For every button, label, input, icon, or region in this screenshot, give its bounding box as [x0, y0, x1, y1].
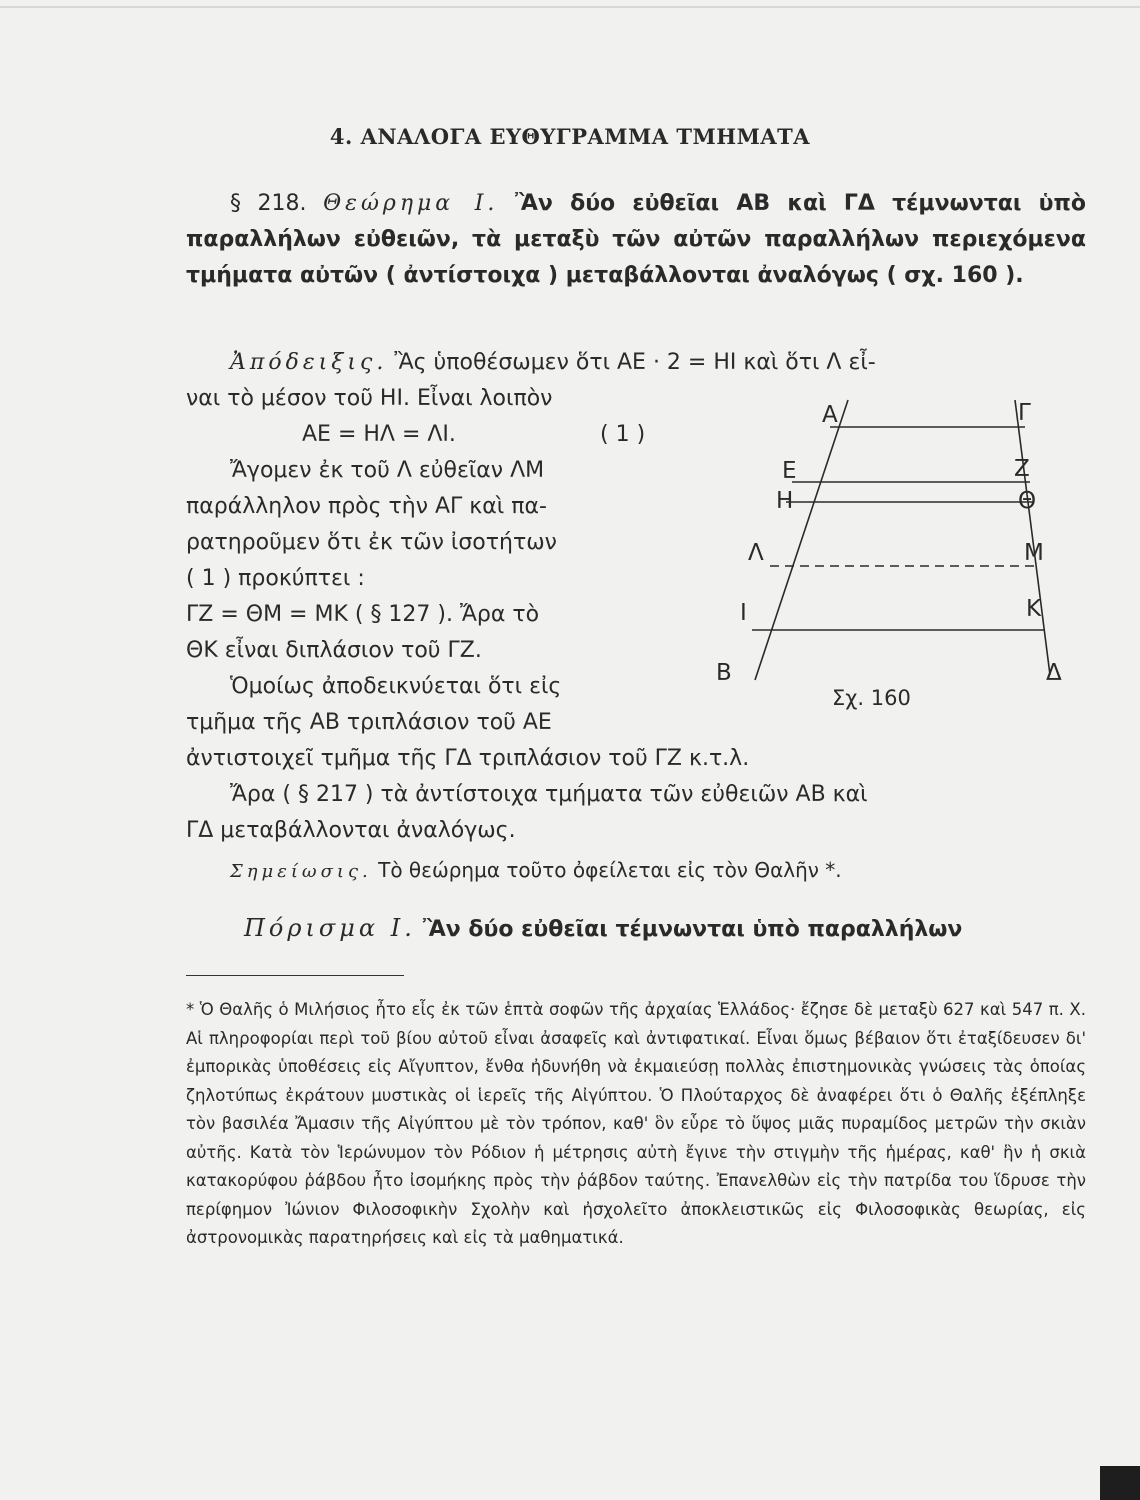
corollary-label: Πόρισμα I.	[244, 914, 416, 942]
proof-equation: ΑΕ = ΗΛ = ΛΙ.	[302, 422, 456, 447]
footnote-rule	[186, 975, 404, 976]
label-z: Ζ	[1014, 456, 1030, 482]
label-e: Ε	[782, 458, 797, 484]
label-h: Η	[776, 488, 794, 514]
proof-line-4: Ἄγομεν ἐκ τοῦ Λ εὐθεῖαν ΛΜ	[230, 458, 545, 483]
figure-160	[700, 390, 1090, 710]
label-l: Λ	[748, 540, 764, 566]
proof-line-2: ναι τὸ μέσον τοῦ ΗΙ. Εἶναι λοιπὸν	[186, 386, 553, 411]
label-a: Α	[822, 402, 838, 428]
proof-line-10: Ὁμοίως ἀποδεικνύεται ὅτι εἰς	[230, 674, 562, 699]
corollary-text: Ἂν δύο εὐθεῖαι τέμνωνται ὑπὸ παραλλήλων	[422, 917, 963, 942]
theorem-label: Θεώρημα I.	[323, 191, 499, 216]
line-gd	[1015, 400, 1050, 675]
note-label: Σημείωσις.	[230, 861, 372, 882]
section-heading: 4. ΑΝΑΛΟΓΑ ΕΥΘΥΓΡΑΜΜΑ ΤΜΗΜΑΤΑ	[329, 124, 811, 149]
proof-line-9: ΘΚ εἶναι διπλάσιον τοῦ ΓΖ.	[186, 638, 482, 663]
proof-line-12: ἀντιστοιχεῖ τμῆμα τῆς ΓΔ τριπλάσιον τοῦ ΓΖ κ.τ.λ.	[186, 746, 750, 771]
corollary-line	[244, 914, 962, 942]
proof-text-1: Ἂς ὑποθέσωμεν ὅτι ΑΕ · 2 = ΗΙ καὶ ὅτι Λ εἶ-	[394, 350, 876, 375]
page-edge	[0, 6, 1140, 8]
proof-line-7: ( 1 ) προκύπτει :	[186, 566, 365, 591]
note-text: Τὸ θεώρημα τοῦτο ὀφείλεται εἰς τὸν Θαλῆν *.	[378, 858, 842, 882]
label-k: Κ	[1026, 596, 1042, 622]
footnote: * Ὁ Θαλῆς ὁ Μιλήσιος ἦτο εἷς ἐκ τῶν ἑπτὰ σοφῶν τῆς ἀρχαίας Ἑλλάδος· ἔζησε δὲ μεταξὺ 627 καὶ 547 π. Χ. Αἱ πληροφορίαι περὶ τοῦ βίου αὐτοῦ εἶναι ἀσαφεῖς καὶ ἀντιφατικαί. Εἶναι ὅμως βέβαιον ὅτι ἐταξίδευσεν δι' ἐμπορικὰς ὑποθέσεις εἰς Αἴγυπτον, ἔνθα ἠδυνήθη νὰ ἐκμαιεύσῃ πολλὰς ἐπιστημονικὰς γνώσεις τὰς ὁποίας ζηλοτύπως ἐκράτουν μυστικὰς οἱ ἱερεῖς τῆς Αἰγύπτου. Ὁ Πλούταρχος δὲ ἀναφέρει ὅτι ὁ Θαλῆς ἐξέπληξε τὸν βασιλέα Ἄμασιν τῆς Αἰγύπτου μὲ τὸν τρόπον, καθ' ὃν εὗρε τὸ ὕψος μιᾶς πυραμίδος μετρῶν τὴν σκιὰν αὐτῆς. Κατὰ τὸν Ἱερώνυμον τὸν Ρόδιον ἡ μέτρησις αὐτὴ ἔγινε τὴν στιγμὴν τῆς ἡμέρας, καθ' ἣν ἡ σκιὰ κατακορύφου ῥάβδου ἦτο ἰσομήκης πρὸς τὴν ῥάβδον ταύτης. Ἐπανελθὼν εἰς τὴν πατρίδα του ἵδρυσε τὴν περίφημον Ἰώνιον Φιλοσοφικὴν Σχολὴν καὶ ἠσχολεῖτο ἀποκλειστικῶς εἰς Φιλοσοφικὰς θεωρίας, εἰς ἀστρονομικὰς παρατηρήσεις καὶ εἰς τὰ μαθηματικά.	[186, 1000, 1086, 1247]
note-line	[230, 858, 842, 882]
label-d: Δ	[1046, 660, 1062, 686]
label-i: Ι	[740, 600, 747, 626]
theorem-text: Ἂν δύο εὐθεῖαι ΑΒ καὶ ΓΔ τέμνωνται ὑπὸ παραλλήλων εὐθειῶν, τὰ μεταξὺ τῶν αὐτῶν παραλλήλων περιεχόμενα τμήματα αὐτῶν ( ἀντίστοιχα ) μεταβάλλονται ἀναλόγως ( σχ. 160 ).	[186, 191, 1087, 288]
label-b: Β	[716, 660, 732, 686]
proof-line-11: τμῆμα τῆς ΑΒ τριπλάσιον τοῦ ΑΕ	[186, 710, 552, 735]
proof-label: Ἀπόδειξις.	[230, 350, 388, 375]
theorem-paragraph	[186, 186, 1086, 294]
line-ab	[755, 400, 848, 680]
figure-caption: Σχ. 160	[832, 686, 911, 710]
theorem-section: § 218.	[230, 191, 307, 216]
label-g: Γ	[1018, 400, 1031, 426]
proof-line-1	[230, 350, 876, 375]
proof-line-6: ρατηροῦμεν ὅτι ἐκ τῶν ἰσοτήτων	[186, 530, 557, 555]
proof-line-5: παράλληλον πρὸς τὴν ΑΓ καὶ πα-	[186, 494, 547, 519]
label-th: Θ	[1018, 488, 1037, 514]
proof-eq-number: ( 1 )	[600, 422, 646, 447]
proof-line-8: ΓΖ = ΘΜ = ΜΚ ( § 127 ). Ἄρα τὸ	[186, 602, 540, 627]
label-m: Μ	[1024, 540, 1044, 566]
scan-corner	[1100, 1466, 1140, 1500]
proof-line-14: ΓΔ μεταβάλλονται ἀναλόγως.	[186, 818, 516, 843]
proof-line-13: Ἄρα ( § 217 ) τὰ ἀντίστοιχα τμήματα τῶν εὐθειῶν ΑΒ καὶ	[230, 782, 868, 807]
